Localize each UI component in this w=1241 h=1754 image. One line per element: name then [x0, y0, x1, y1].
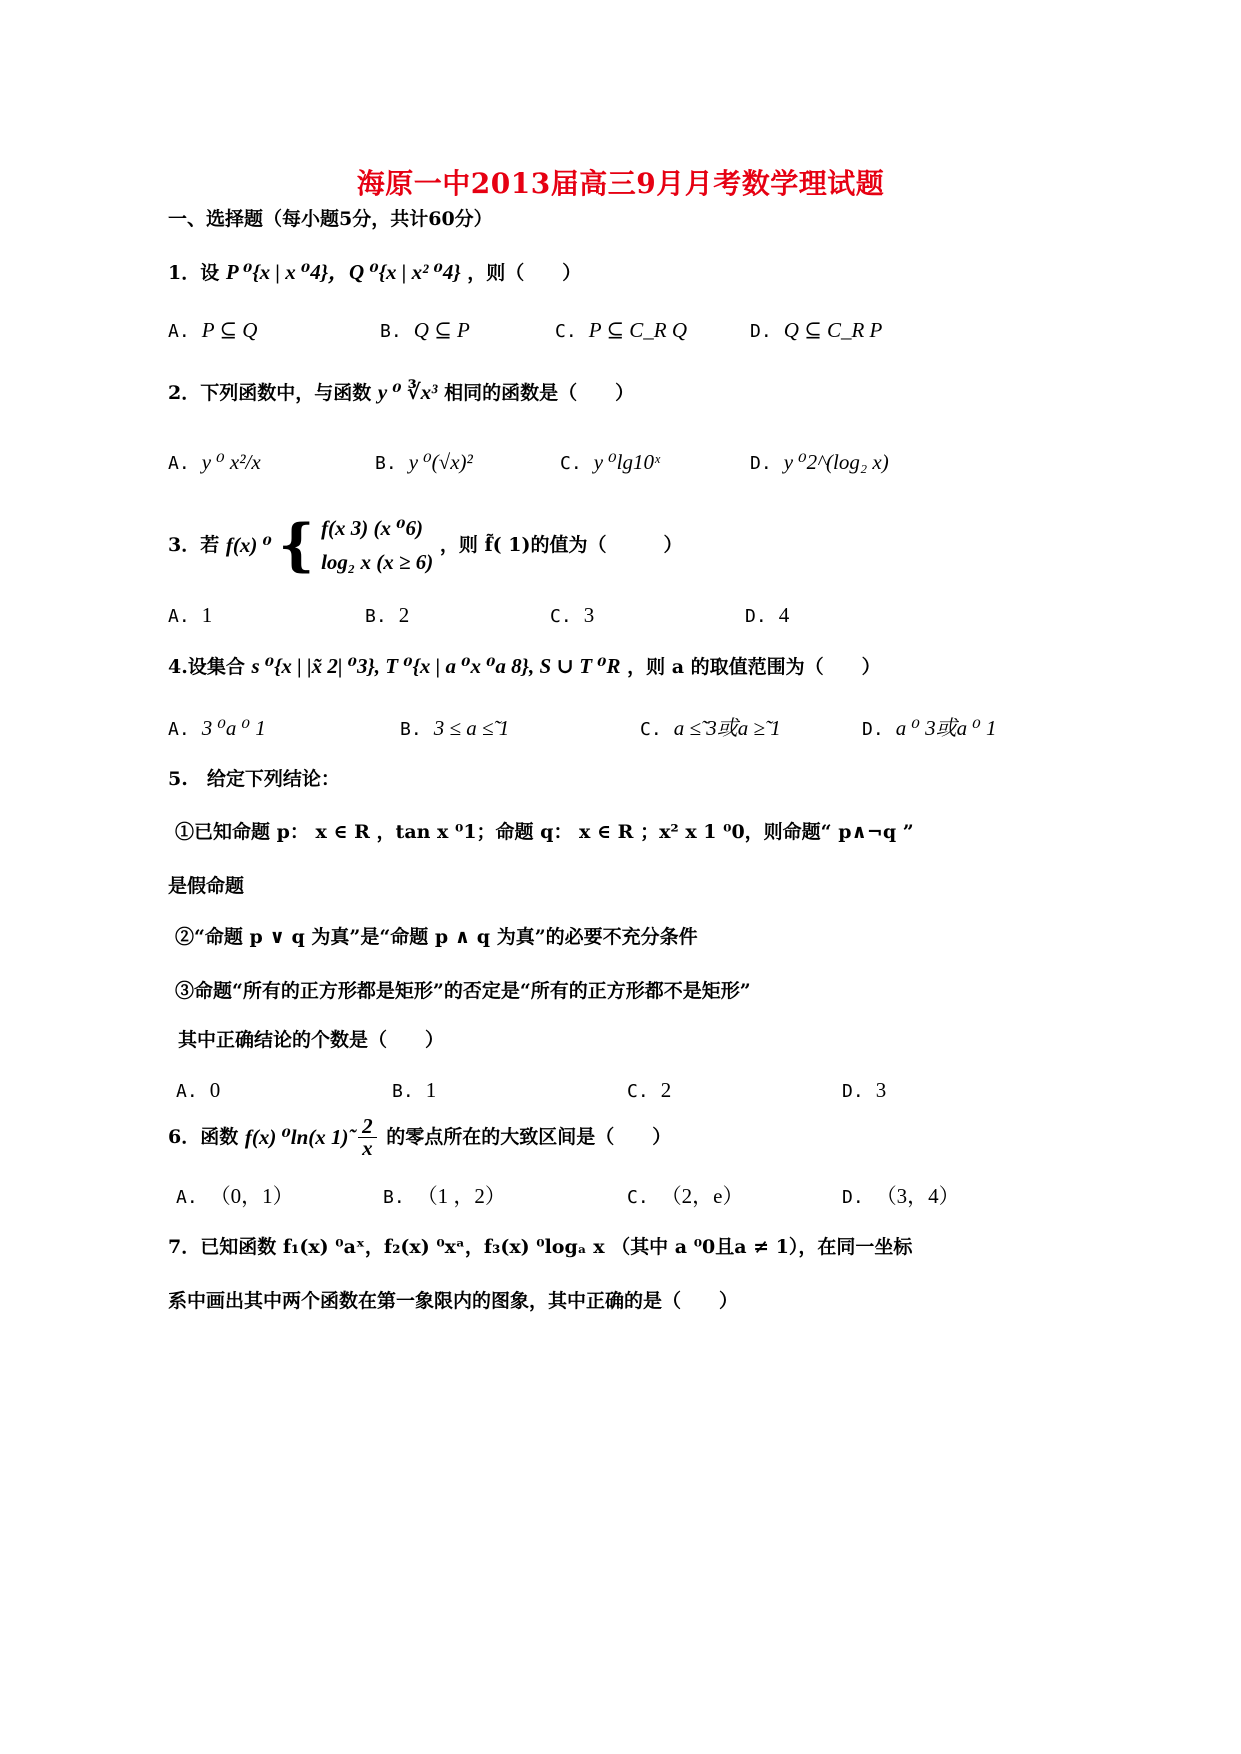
- question-2-number: 2．下列函数中，与函数: [168, 382, 372, 404]
- question-3-number: 3．若: [168, 534, 220, 557]
- question-3-case-2: log₂ x (x ≥ 6): [321, 549, 434, 574]
- q6-option-a: A. （0，1）: [176, 1184, 294, 1208]
- q1-option-d: D. Q ⊆ C_R P: [750, 318, 883, 342]
- question-5-intro: 5. 给定下列结论：: [168, 768, 340, 790]
- fraction-numerator: 2: [358, 1116, 377, 1138]
- q5-option-d: D. 3: [842, 1078, 887, 1102]
- q2-option-a: A. y ⁰ x²/x: [168, 450, 261, 474]
- question-3-case-1: f(x 3) (x ⁰6): [321, 516, 423, 540]
- page-title: 海原一中2013届高三9月月考数学理试题: [356, 167, 885, 200]
- question-2-tail: 相同的函数是（ ）: [444, 382, 635, 404]
- fraction-denominator: x: [362, 1136, 373, 1160]
- question-2-expression: y ⁰ ∛x³: [377, 380, 438, 404]
- brace-symbol: {: [278, 512, 315, 579]
- q2-option-d: D. y ⁰2^(log₂ x): [750, 450, 889, 474]
- question-1-number: 1．设: [168, 262, 220, 284]
- question-3-tail: ，则 f̃( 1)的值为（ ）: [439, 534, 683, 557]
- q1-option-b: B. Q ⊆ P: [380, 318, 470, 342]
- question-2: [168, 382, 634, 403]
- q4-option-d: D. a ⁰ 3或a ⁰ 1: [862, 716, 997, 740]
- question-1: [168, 262, 581, 283]
- question-1-tail: ，则（ ）: [467, 262, 582, 284]
- question-3-lhs: f(x) ⁰: [225, 533, 272, 558]
- q2-option-c: C. y ⁰lg10ˣ: [560, 450, 660, 474]
- q6-option-b: B. （1 ，2）: [383, 1184, 506, 1208]
- question-5-ask: 其中正确结论的个数是（ ）: [178, 1029, 445, 1051]
- question-6-number: 6．函数: [168, 1126, 239, 1148]
- question-4-expression: s ⁰{x | |x̃ 2| ⁰3}, T ⁰{x | a ⁰x ⁰a 8}, S ∪ T ⁰R: [251, 654, 621, 678]
- question-1-expression: P ⁰{x | x ⁰4}，Q ⁰{x | x² ⁰4}: [225, 260, 461, 284]
- question-6-tail: 的零点所在的大致区间是（ ）: [386, 1126, 672, 1148]
- question-3-cases: [321, 512, 433, 579]
- question-4-number: 4.设集合: [168, 656, 245, 678]
- question-4: [168, 656, 881, 677]
- section-heading: 一、选择题（每小题5分，共计60分）: [168, 208, 493, 230]
- q1-option-c: C. P ⊆ C_R Q: [555, 318, 687, 342]
- question-6: [168, 1116, 671, 1159]
- q4-option-b: B. 3 ≤ a ≤̃ 1: [400, 716, 510, 740]
- question-5-statement-1-cont: 是假命题: [168, 875, 245, 897]
- q6-option-c: C. （2，e）: [627, 1184, 744, 1208]
- q4-option-a: A. 3 ⁰a ⁰ 1: [168, 716, 266, 740]
- q3-option-a: A. 1: [168, 603, 213, 627]
- question-7-line-1: 7．已知函数 f₁(x) ⁰aˣ，f₂(x) ⁰xᵃ，f₃(x) ⁰logₐ x （其中 a ⁰0且a ≠ 1），在同一坐标: [168, 1236, 913, 1258]
- question-4-tail: ，则 a 的取值范围为（ ）: [627, 656, 881, 678]
- question-5-statement-1: ①已知命题 p： x ∈ R ，tan x ⁰1；命题 q： x ∈ R ；x² x 1 ⁰0，则命题“ p∧¬q ”: [175, 821, 914, 843]
- q3-option-d: D. 4: [745, 603, 790, 627]
- q5-option-c: C. 2: [627, 1078, 672, 1102]
- q2-option-b: B. y ⁰(√x)²: [375, 450, 473, 474]
- question-6-expression: f(x) ⁰ln(x 1)̃: [244, 1125, 349, 1149]
- question-7-line-2: 系中画出其中两个函数在第一象限内的图象，其中正确的是（ ）: [168, 1290, 739, 1312]
- q5-option-b: B. 1: [392, 1078, 437, 1102]
- q3-option-c: C. 3: [550, 603, 595, 627]
- q6-option-d: D. （3，4）: [842, 1184, 960, 1208]
- question-5-statement-3: ③命题“所有的正方形都是矩形”的否定是“所有的正方形都不是矩形”: [175, 980, 751, 1002]
- question-6-fraction: [358, 1116, 377, 1159]
- question-3: [168, 512, 682, 579]
- q5-option-a: A. 0: [176, 1078, 221, 1102]
- question-5-statement-2: ②“命题 p ∨ q 为真”是“命题 p ∧ q 为真”的必要不充分条件: [175, 926, 698, 948]
- q3-option-b: B. 2: [365, 603, 410, 627]
- q1-option-a: A. P ⊆ Q: [168, 318, 258, 342]
- q4-option-c: C. a ≤̃ 3或a ≥̃ 1: [640, 716, 781, 740]
